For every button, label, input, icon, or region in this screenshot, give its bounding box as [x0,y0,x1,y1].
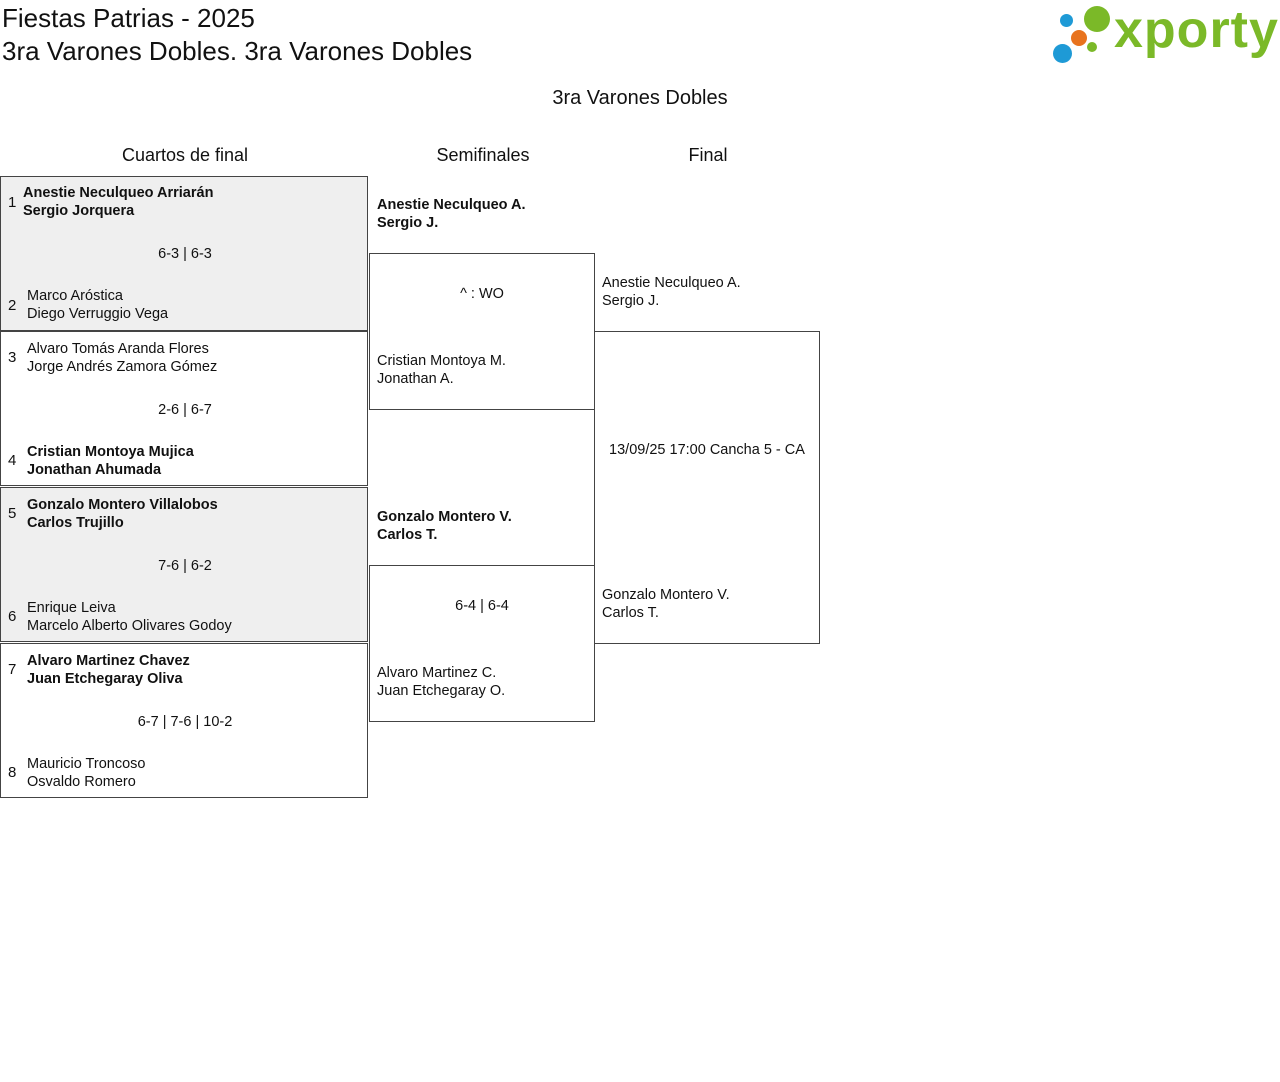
qf4-top-pair[interactable] [27,652,190,688]
tournament-title: Fiestas Patrias - 2025 [2,3,255,33]
player-name: Jonathan Ahumada [27,462,162,478]
seed-number: 3 [8,349,17,366]
player-name: Gonzalo Montero Villalobos [27,497,218,513]
qf3-bottom-pair[interactable] [27,599,232,635]
player-name: Cristian Montoya M. [377,353,506,369]
round-header-quarterfinals: Cuartos de final [121,145,249,165]
seed-number: 1 [8,194,17,211]
seed-number: 7 [8,661,17,678]
seed-number: 6 [8,608,17,625]
player-name: Anestie Neculqueo A. [602,275,741,291]
match-score: ^ : WO [460,286,504,302]
player-name: Juan Etchegaray O. [377,683,506,699]
match-score: 6-7 | 7-6 | 10-2 [137,714,233,730]
sf1-top-pair[interactable] [377,196,526,232]
sf2-bottom-pair[interactable] [377,664,505,700]
player-name: Alvaro Martinez Chavez [27,653,190,669]
match-schedule: 13/09/25 17:00 Cancha 5 - CA [609,442,805,458]
player-name: Marcelo Alberto Olivares Godoy [27,618,232,634]
player-name: Juan Etchegaray Oliva [27,671,183,687]
logo-dot-blue [1053,44,1072,63]
player-name: Carlos T. [602,605,659,621]
final-bottom-pair[interactable] [602,586,730,622]
qf3-top-pair[interactable] [27,496,218,532]
qf-match-1[interactable] [0,176,368,331]
match-score: 2-6 | 6-7 [158,402,212,418]
player-name: Diego Verruggio Vega [27,306,169,322]
logo-dot-blue-small [1060,14,1073,27]
player-name: Cristian Montoya Mujica [27,444,194,460]
bracket-title: 3ra Varones Dobles [552,87,728,109]
round-header-semifinals: Semifinales [436,145,530,165]
match-score: 6-3 | 6-3 [158,246,212,262]
player-name: Carlos T. [377,527,438,543]
round-header-final: Final [688,145,728,165]
logo-dot-green-small [1087,42,1097,52]
qf-match-2[interactable] [0,331,368,486]
player-name: Mauricio Troncoso [27,756,146,772]
qf-match-4[interactable] [0,643,368,798]
player-name: Alvaro Martinez C. [377,665,497,681]
qf2-top-pair[interactable] [27,340,217,376]
logo-wordmark: xporty [1114,1,1279,59]
player-name: Carlos Trujillo [27,515,124,531]
logo-dot-orange [1071,30,1087,46]
player-name: Anestie Neculqueo A. [377,197,526,213]
seed-number: 8 [8,764,17,781]
qf-match-3[interactable] [0,487,368,642]
qf1-top-pair[interactable] [23,184,213,220]
player-name: Alvaro Tomás Aranda Flores [27,341,209,357]
final-match[interactable] [594,331,820,644]
match-score: 6-4 | 6-4 [455,598,509,614]
player-name: Sergio Jorquera [23,203,135,219]
sf2-top-pair[interactable] [377,508,512,544]
seed-number: 2 [8,297,17,314]
player-name: Sergio J. [602,293,660,309]
sf-match-1[interactable] [369,253,595,410]
seed-number: 5 [8,505,17,522]
player-name: Gonzalo Montero V. [377,509,512,525]
qf2-bottom-pair[interactable] [27,443,194,479]
sf1-bottom-pair[interactable] [377,352,506,388]
player-name: Jonathan A. [377,371,454,387]
player-name: Enrique Leiva [27,600,116,616]
match-score: 7-6 | 6-2 [158,558,212,574]
player-name: Jorge Andrés Zamora Gómez [27,359,218,375]
xporty-logo[interactable] [1050,1,1279,68]
logo-dot-green [1084,6,1110,32]
player-name: Marco Aróstica [27,288,123,304]
player-name: Gonzalo Montero V. [602,587,730,603]
category-title: 3ra Varones Dobles. 3ra Varones Dobles [2,36,473,66]
seed-number: 4 [8,452,17,469]
qf4-bottom-pair[interactable] [27,755,145,791]
player-name: Osvaldo Romero [27,774,136,790]
player-name: Sergio J. [377,215,439,231]
player-name: Anestie Neculqueo Arriarán [23,185,214,201]
qf1-bottom-pair[interactable] [27,287,168,323]
final-top-pair[interactable] [602,274,741,310]
sf-match-2[interactable] [369,565,595,722]
